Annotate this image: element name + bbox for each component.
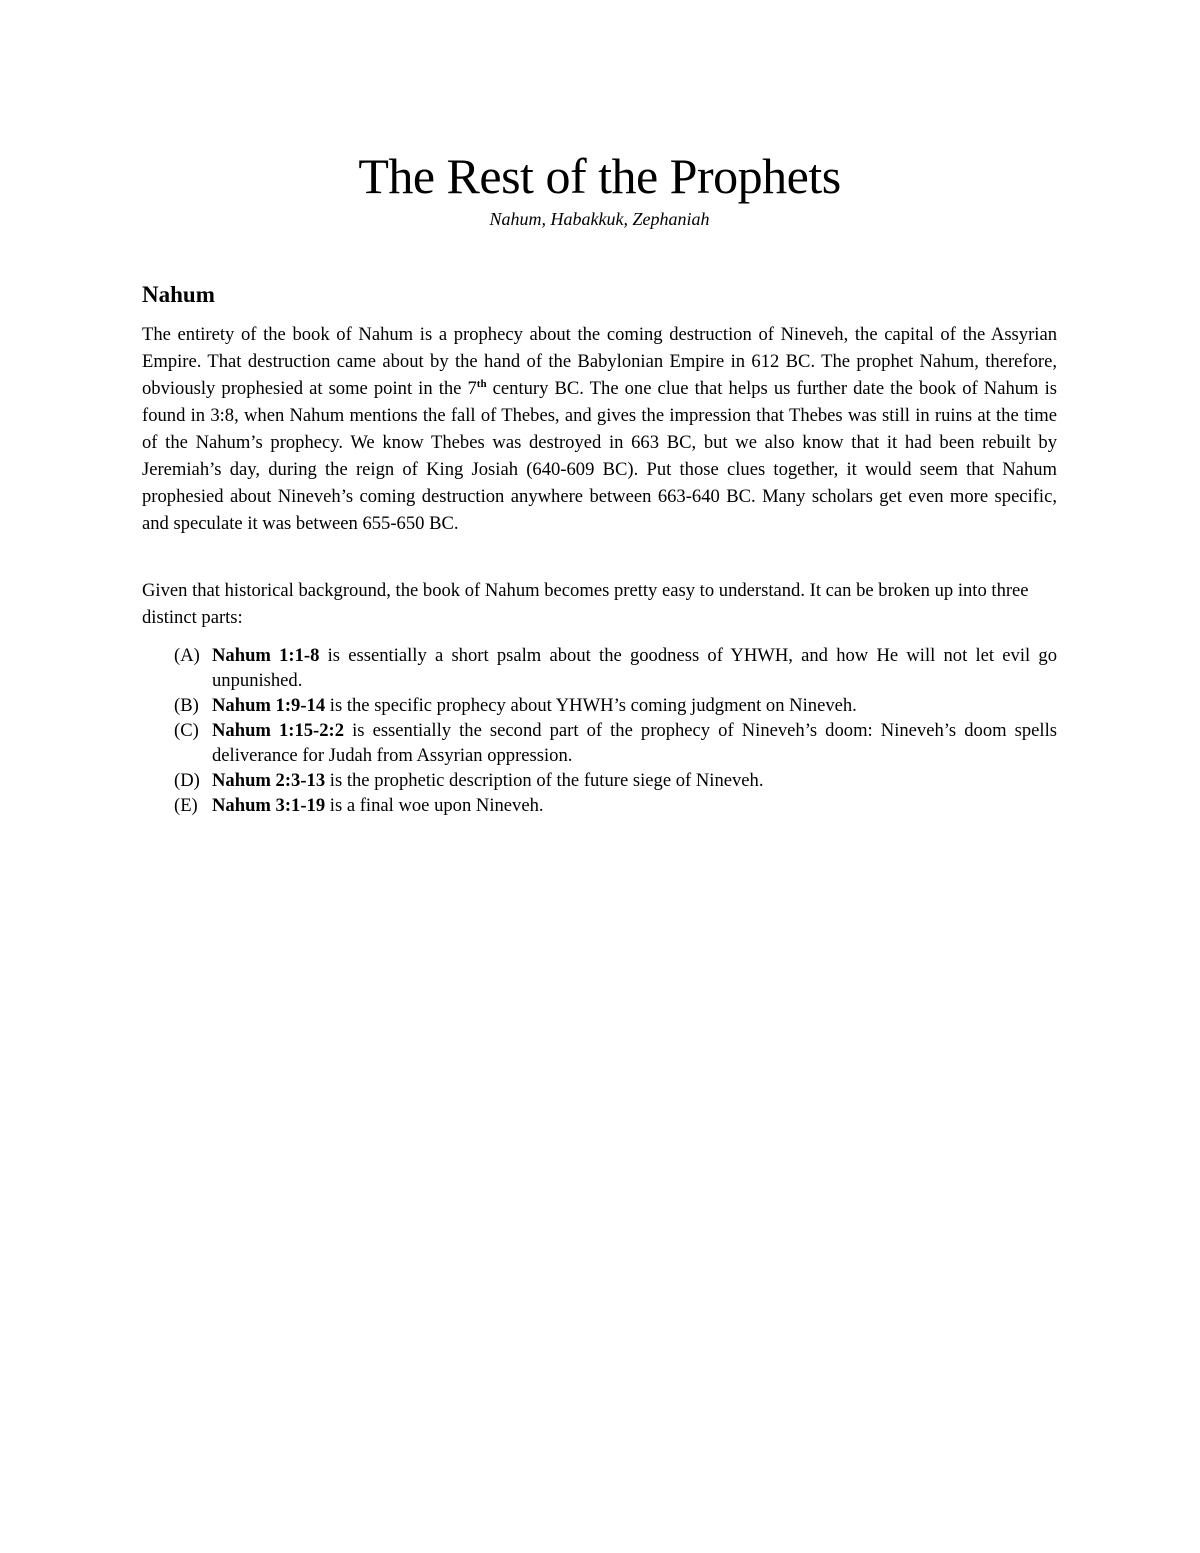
- list-item-text: is the prophetic description of the future siege of Nineveh.: [325, 770, 764, 791]
- scripture-reference: Nahum 1:9-14: [212, 695, 326, 716]
- scripture-reference: Nahum 2:3-13: [212, 770, 326, 791]
- list-marker: (B): [174, 695, 199, 716]
- ordinal-superscript: th: [476, 378, 487, 390]
- list-item-text: is essentially a short psalm about the goodness of YHWH, and how He will not let evil go unpunished.: [212, 645, 1057, 691]
- list-item: [174, 643, 1057, 693]
- list-marker: (E): [174, 795, 198, 816]
- list-item-text: is a final woe upon Nineveh.: [325, 795, 544, 816]
- list-item: [174, 718, 1057, 768]
- paragraph-historical-context: [142, 321, 1057, 537]
- paragraph-text: century BC. The one clue that helps us further date the book of Nahum is found in 3:8, when Nahum mentions the fall of Thebes, and gives the impression that Thebes was still in ruins at the time of the Nahum’s prophecy. We know Thebes was destroyed in 663 BC, but we also know that it had been rebuilt by Jeremiah’s day, during the reign of King Josiah (640-609 BC). Put those clues together, it would seem that Nahum prophesied about Nineveh’s coming destruction anywhere between 663-640 BC. Many scholars get even more specific, and speculate it was between 655-650 BC.: [142, 378, 1057, 534]
- document-title: The Rest of the Prophets: [358, 148, 841, 204]
- paragraph-structure-intro: Given that historical background, the book of Nahum becomes pretty easy to understand. It can be broken up into three distinct parts:: [142, 580, 1029, 628]
- parts-list: [174, 643, 1057, 818]
- scripture-reference: Nahum 1:15-2:2: [212, 720, 345, 741]
- list-marker: (C): [174, 720, 199, 741]
- list-marker: (A): [174, 645, 200, 666]
- scripture-reference: Nahum 1:1-8: [212, 645, 320, 666]
- list-item: [174, 693, 1057, 718]
- list-item: [174, 793, 1057, 818]
- scripture-reference: Nahum 3:1-19: [212, 795, 326, 816]
- section-heading-nahum: Nahum: [142, 282, 215, 307]
- list-item-text: is the specific prophecy about YHWH’s coming judgment on Nineveh.: [325, 695, 857, 716]
- paragraph-text: The entirety of the book of Nahum is a prophecy about the coming destruction of Nineveh, the capital of the Assyrian Empire. That destruction came about by the hand of the Babylonian Empire in 612 BC. The prophet Nahum, therefore, obviously prophesied at some point in the 7: [142, 324, 1057, 399]
- list-item-text: is essentially the second part of the prophecy of Nineveh’s doom: Nineveh’s doom spells deliverance for Judah from Assyrian oppression.: [212, 720, 1058, 766]
- list-item: [174, 768, 1057, 793]
- list-marker: (D): [174, 770, 200, 791]
- document-subtitle: Nahum, Habakkuk, Zephaniah: [489, 209, 710, 229]
